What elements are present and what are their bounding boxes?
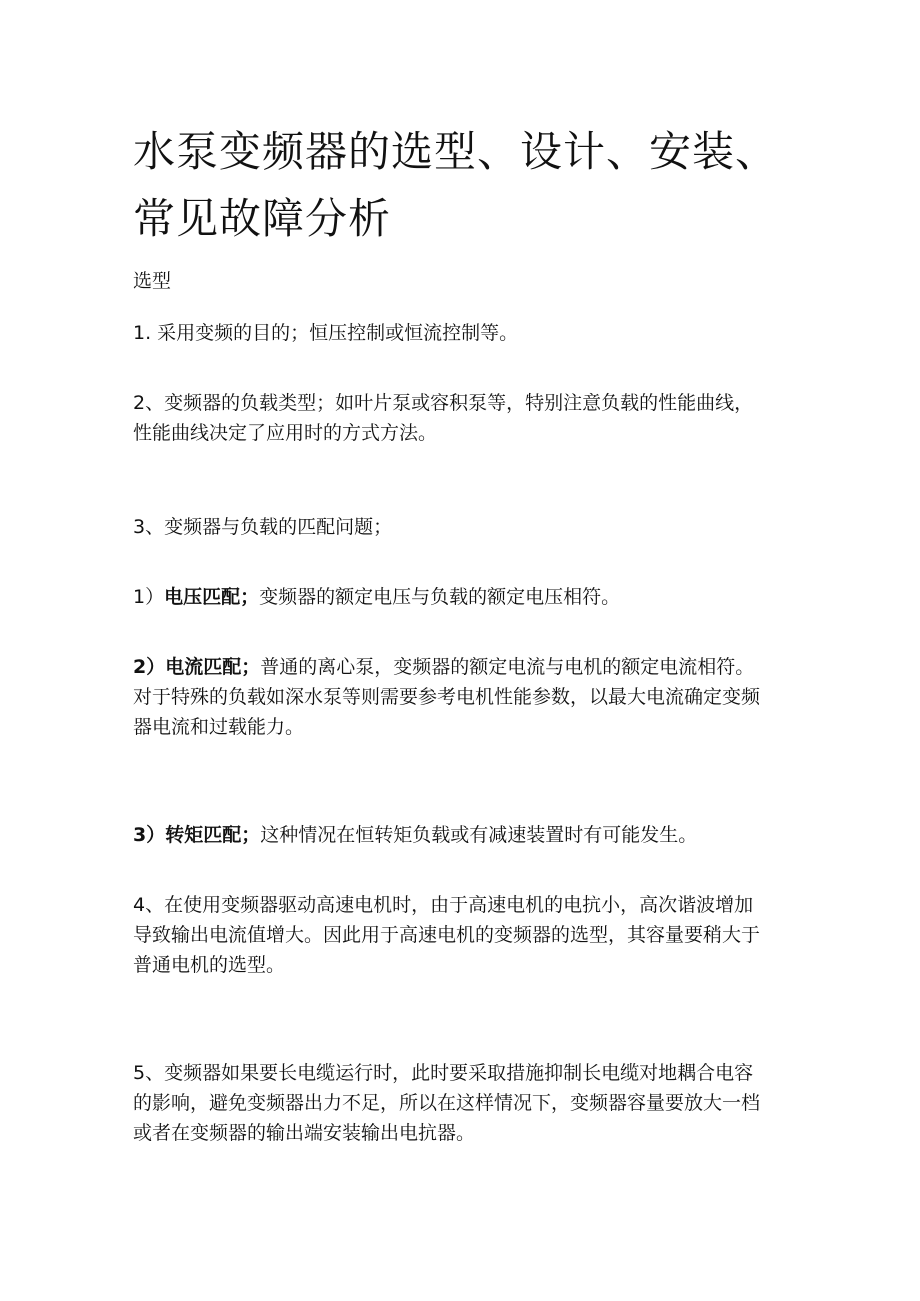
paragraph-5-line-2: 的影响，避免变频器出力不足，所以在这样情况下，变频器容量要放大一档 xyxy=(133,1092,761,1114)
voltage-match-prefix: 1） xyxy=(133,586,165,608)
torque-match-label: 3）转矩匹配； xyxy=(133,824,261,846)
torque-match-text: 这种情况在恒转矩负载或有减速装置时有可能发生。 xyxy=(260,824,698,846)
paragraph-3: 3、变频器与负载的匹配问题； xyxy=(133,516,393,538)
paragraph-2 xyxy=(133,388,798,448)
voltage-match-label: 电压匹配； xyxy=(164,586,260,608)
paragraph-4-line-3: 普通电机的选型。 xyxy=(133,954,286,976)
section-heading: 选型 xyxy=(133,270,172,292)
paragraph-voltage-match xyxy=(133,582,798,612)
paragraph-5-line-3: 或者在变频器的输出端安装输出电抗器。 xyxy=(133,1122,476,1144)
paragraph-4 xyxy=(133,890,798,980)
paragraph-current-match xyxy=(133,652,798,742)
paragraph-2-line-2: 性能曲线决定了应用时的方式方法。 xyxy=(133,422,438,444)
document-title xyxy=(133,118,833,252)
current-match-line-1: 普通的离心泵，变频器的额定电流与电机的额定电流相符。 xyxy=(260,656,755,678)
paragraph-5-line-1: 5、变频器如果要长电缆运行时，此时要采取措施抑制长电缆对地耦合电容 xyxy=(133,1062,754,1084)
title-line-2: 常见故障分析 xyxy=(133,194,392,243)
current-match-line-2: 对于特殊的负载如深水泵等则需要参考电机性能参数，以最大电流确定变频 xyxy=(133,686,761,708)
current-match-line-3: 器电流和过载能力。 xyxy=(133,716,305,738)
paragraph-4-line-1: 4、在使用变频器驱动高速电机时，由于高速电机的电抗小，高次谐波增加 xyxy=(133,894,754,916)
current-match-label: 2）电流匹配； xyxy=(133,656,261,678)
voltage-match-text: 变频器的额定电压与负载的额定电压相符。 xyxy=(259,586,621,608)
paragraph-torque-match xyxy=(133,820,798,850)
paragraph-1: 1. 采用变频的目的；恒压控制或恒流控制等。 xyxy=(133,322,519,344)
paragraph-4-line-2: 导致输出电流值增大。因此用于高速电机的变频器的选型，其容量要稍大于 xyxy=(133,924,761,946)
paragraph-5 xyxy=(133,1058,798,1148)
title-line-1: 水泵变频器的选型、设计、安装、 xyxy=(133,127,779,176)
paragraph-2-line-1: 2、变频器的负载类型；如叶片泵或容积泵等，特别注意负载的性能曲线， xyxy=(133,392,754,414)
